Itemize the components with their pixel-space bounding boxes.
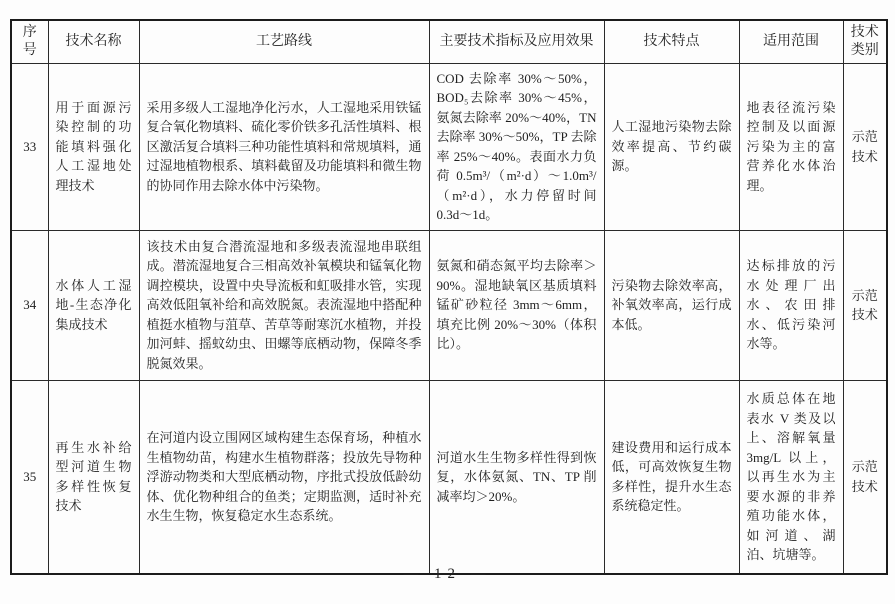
- header-process-route: 工艺路线: [139, 20, 429, 63]
- table-header-row: [11, 20, 887, 63]
- row33-technical-features: 人工湿地污染物去除效率提高、节约碳源。: [604, 63, 739, 230]
- row35-technology-name: 再生水补给型河道生物多样性恢复技术: [48, 380, 139, 574]
- table-row: [11, 380, 887, 574]
- row34-technical-indicators: 氨氮和硝态氮平均去除率＞90%。湿地缺氧区基质填料锰矿砂粒径 3mm～6mm，填充比例 20%～30%（体积比）。: [429, 230, 604, 380]
- row34-technology-category: 示范技术: [843, 230, 887, 380]
- page-number: — 12 —: [403, 566, 492, 582]
- row33-technology-name: 用于面源污染控制的功能填料强化人工湿地处理技术: [48, 63, 139, 230]
- table-row: [11, 230, 887, 380]
- header-technical-features: 技术特点: [604, 20, 739, 63]
- table-row: [11, 63, 887, 230]
- row34-process-route: 该技术由复合潜流湿地和多级表流湿地串联组成。潜流湿地复合三相高效补氧模块和锰氧化物调控模块，设置中央导流板和虹吸排水管，实现高效低阻氧补给和高效脱氮。表流湿地中搭配种植挺水植物与菹草、苦草等耐寒沉水植物，并投加河蚌、摇蚊幼虫、田螺等底栖动物，保障冬季脱氮效果。: [139, 230, 429, 380]
- row34-technology-name: 水体人工湿地-生态净化集成技术: [48, 230, 139, 380]
- header-serial-number: 序号: [11, 20, 48, 63]
- row34-technical-features: 污染物去除效率高，补氧效率高，运行成本低。: [604, 230, 739, 380]
- header-technology-name: 技术名称: [48, 20, 139, 63]
- row35-application-scope: 水质总体在地表水 V 类及以上、溶解氧量 3mg/L 以上，以再生水为主要水源的非养殖功能水体，如河道、湖泊、坑塘等。: [739, 380, 843, 574]
- row35-serial-number: 35: [11, 380, 48, 574]
- header-technology-category: 技术类别: [843, 20, 887, 63]
- row34-serial-number: 34: [11, 230, 48, 380]
- row35-technical-features: 建设费用和运行成本低，可高效恢复生物多样性，提升水生态系统稳定性。: [604, 380, 739, 574]
- row34-application-scope: 达标排放的污水处理厂出水、农田排水、低污染河水等。: [739, 230, 843, 380]
- row35-technical-indicators: 河道水生生物多样性得到恢复，水体氨氮、TN、TP 削减率均＞20%。: [429, 380, 604, 574]
- header-technical-indicators: 主要技术指标及应用效果: [429, 20, 604, 63]
- technology-table: [10, 19, 888, 575]
- row33-application-scope: 地表径流污染控制及以面源污染为主的富营养化水体治理。: [739, 63, 843, 230]
- row35-technology-category: 示范技术: [843, 380, 887, 574]
- row33-technical-indicators: COD 去除率 30%～50%，BOD₅去除率 30%～45%，氨氮去除率 20%～40%，TN 去除率 30%～50%，TP 去除率 25%～40%。表面水力负荷 0.5m³/（m²·d）～1.0m³/（m²·d），水力停留时间 0.3d～1d。: [429, 63, 604, 230]
- header-application-scope: 适用范围: [739, 20, 843, 63]
- row33-technology-category: 示范技术: [843, 63, 887, 230]
- row33-serial-number: 33: [11, 63, 48, 230]
- row35-process-route: 在河道内设立围网区域构建生态保育场，种植水生植物幼苗，构建水生植物群落；投放先导物种浮游动物类和大型底栖动物，序批式投放低龄幼体、优化物种组合的鱼类；定期监测，适时补充水生生物，恢复稳定水生态系统。: [139, 380, 429, 574]
- row33-process-route: 采用多级人工湿地净化污水，人工湿地采用铁锰复合氧化物填料、硫化零价铁多孔活性填料、根区激活复合填料三种功能性填料和常规填料，通过湿地植物根系、填料截留及功能填料和微生物的协同作用去除水体中污染物。: [139, 63, 429, 230]
